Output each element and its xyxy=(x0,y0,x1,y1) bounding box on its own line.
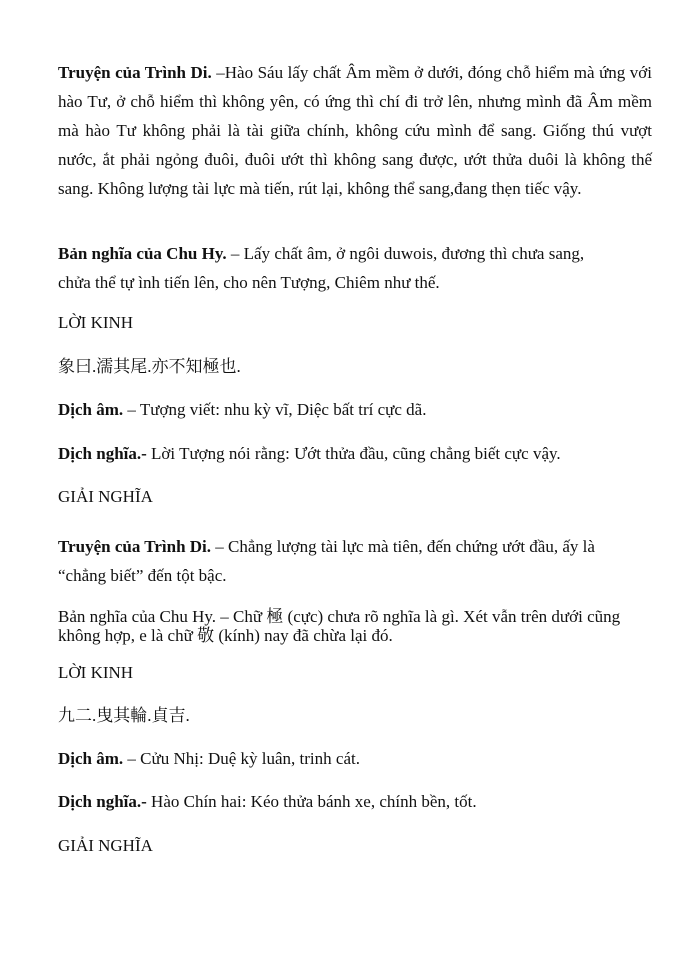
paragraph-text: –Hào Sáu lấy chất Âm mềm ở dưới, đóng chỗ hiểm mà ứng với hào Tư, ở chỗ hiểm thì không yên, có ứng thì chí đi trở lên, nhưng mình đã Âm mềm mà hào Tư không phải là tài giữa chính, không cứu mình để sang. Giống thú vượt nước, ắt phải ngỏng đuôi, đuôi ướt thì không sang được, ướt thửa duôi là không thế sang. Không lượng tài lực mà tiến, rút lại, không thể sang,đang thẹn tiếc vậy. xyxy=(58,63,652,198)
paragraph-lead: Bản nghĩa của Chu Hy. xyxy=(58,244,227,263)
paragraph-trinh-di-commentary xyxy=(58,58,652,203)
paragraph-text: – Tượng viết: nhu kỳ vĩ, Diệc bất trí cực dã. xyxy=(123,400,427,419)
paragraph-dich-am xyxy=(58,744,652,773)
paragraph-lead: Dịch nghĩa.- xyxy=(58,444,147,463)
section-heading-giai-nghia: GIẢI NGHĨA xyxy=(58,487,153,506)
paragraph-dich-nghia xyxy=(58,439,652,468)
paragraph-dich-nghia xyxy=(58,787,652,816)
paragraph-text: Lời Tượng nói rằng: Ướt thửa đầu, cũng chẳng biết cực vậy. xyxy=(146,444,561,463)
paragraph-trinh-di-commentary xyxy=(58,532,638,590)
paragraph-lead: Dịch âm. xyxy=(58,749,124,768)
paragraph-lead: Truyện của Trình Di. xyxy=(58,537,212,556)
paragraph-text: – Lấy chất âm, ở ngôi duwois, đương thì chưa sang, chửa thể tự ình tiến lên, cho nên Tượng, Chiêm như thế. xyxy=(58,244,585,292)
section-heading-giai-nghia: GIẢI NGHĨA xyxy=(58,836,153,855)
paragraph-lead: Truyện của Trình Di. xyxy=(58,63,212,82)
section-heading-loi-kinh: LỜI KINH xyxy=(58,663,134,682)
section-heading-loi-kinh: LỜI KINH xyxy=(58,313,134,332)
paragraph-chu-hy-commentary: Bản nghĩa của Chu Hy. – Chữ 極 (cực) chưa rõ nghĩa là gì. Xét vẫn trên dưới cũng không hợp, e là chữ 敬 (kính) nay đã chừa lại đó. xyxy=(58,607,621,645)
paragraph-chu-hy-commentary xyxy=(58,239,618,297)
paragraph-text: Hào Chín hai: Kéo thửa bánh xe, chính bền, tốt. xyxy=(146,792,477,811)
paragraph-text: – Cửu Nhị: Duệ kỳ luân, trinh cát. xyxy=(123,749,360,768)
classical-chinese-text: 象曰.濡其尾.亦不知極也. xyxy=(58,357,241,376)
paragraph-lead: Dịch âm. xyxy=(58,400,124,419)
paragraph-text: – Chẳng lượng tài lực mà tiên, đến chứng ướt đầu, ấy là “chẳng biết” đến tột bậc. xyxy=(58,537,595,585)
paragraph-dich-am xyxy=(58,395,652,424)
classical-chinese-text: 九二.曳其輪.貞吉. xyxy=(58,706,190,725)
paragraph-lead: Dịch nghĩa.- xyxy=(58,792,147,811)
